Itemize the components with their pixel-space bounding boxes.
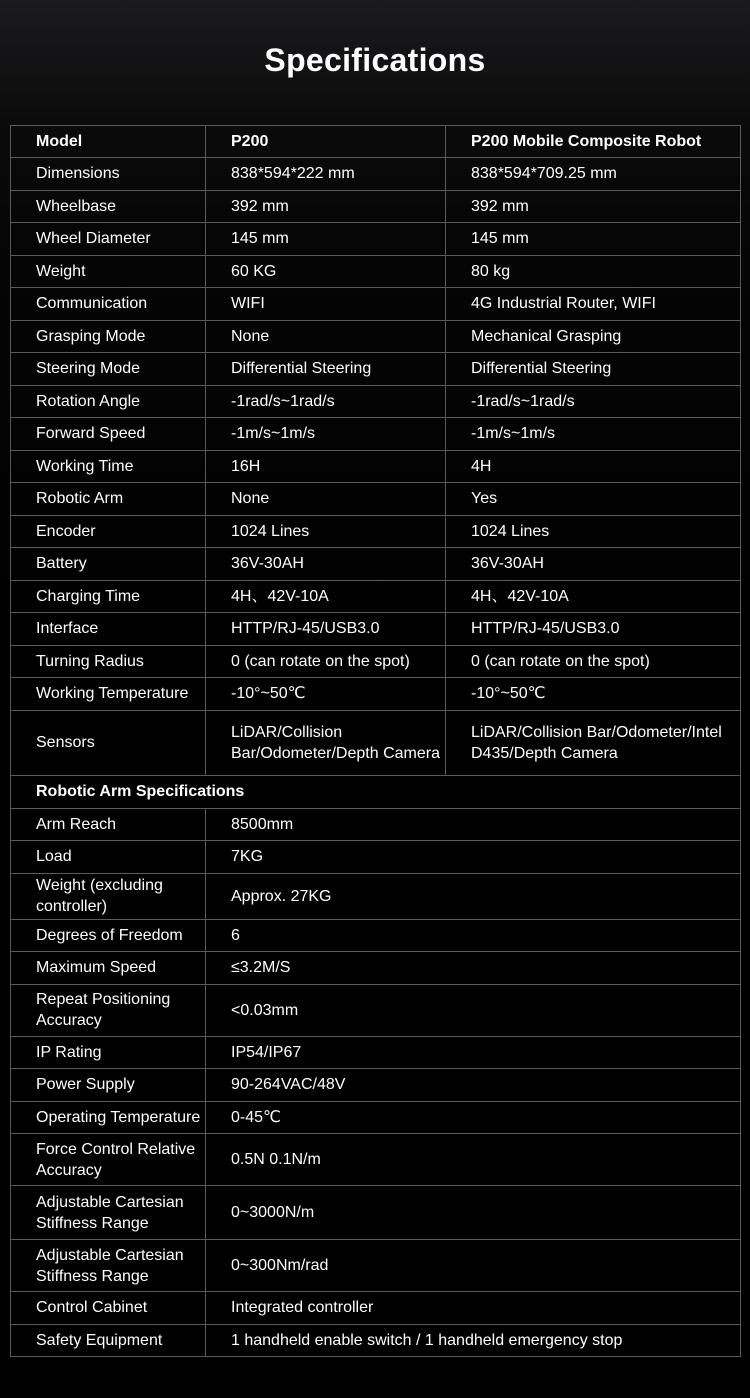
header-cell-model: Model: [11, 126, 206, 158]
row-label: Sensors: [11, 710, 206, 775]
arm-row-label: Load: [11, 841, 206, 874]
arm-row-value: 8500mm: [206, 808, 741, 841]
table-row: [11, 320, 741, 353]
arm-row-value: 6: [206, 919, 741, 952]
arm-row-label: Power Supply: [11, 1069, 206, 1102]
row-value-p200: 145 mm: [206, 223, 446, 256]
row-label: Robotic Arm: [11, 483, 206, 516]
row-label: Working Temperature: [11, 678, 206, 711]
table-row: [11, 450, 741, 483]
table-row: [11, 385, 741, 418]
arm-row-value: 0-45℃: [206, 1101, 741, 1134]
row-value-p200: 4H、42V-10A: [206, 580, 446, 613]
table-row: [11, 255, 741, 288]
arm-row-value: 0~300Nm/rad: [206, 1240, 741, 1292]
table-row: [11, 288, 741, 321]
arm-row-label: IP Rating: [11, 1036, 206, 1069]
table-row: [11, 418, 741, 451]
row-value-p200: 16H: [206, 450, 446, 483]
row-value-p200: WIFI: [206, 288, 446, 321]
row-label: Interface: [11, 613, 206, 646]
table-row: [11, 515, 741, 548]
row-value-composite: 145 mm: [446, 223, 741, 256]
table-row: [11, 548, 741, 581]
table-row: [11, 808, 741, 841]
arm-row-label: Weight (excluding controller): [11, 873, 206, 919]
row-value-composite: Yes: [446, 483, 741, 516]
row-value-composite: 80 kg: [446, 255, 741, 288]
table-row: [11, 645, 741, 678]
row-value-p200: HTTP/RJ-45/USB3.0: [206, 613, 446, 646]
row-value-composite: 4H: [446, 450, 741, 483]
arm-row-label: Repeat Positioning Accuracy: [11, 984, 206, 1036]
table-row: [11, 1134, 741, 1186]
spec-table-body: [11, 126, 741, 1357]
row-value-p200: Differential Steering: [206, 353, 446, 386]
arm-row-label: Adjustable Cartesian Stiffness Range: [11, 1240, 206, 1292]
row-label: Charging Time: [11, 580, 206, 613]
row-value-composite: 0 (can rotate on the spot): [446, 645, 741, 678]
row-label: Turning Radius: [11, 645, 206, 678]
row-value-p200: 392 mm: [206, 190, 446, 223]
row-value-composite: Differential Steering: [446, 353, 741, 386]
row-value-composite: Mechanical Grasping: [446, 320, 741, 353]
row-label: Wheelbase: [11, 190, 206, 223]
table-row: [11, 1324, 741, 1357]
row-value-p200: None: [206, 320, 446, 353]
arm-row-label: Safety Equipment: [11, 1324, 206, 1357]
row-value-p200: -1rad/s~1rad/s: [206, 385, 446, 418]
table-row: [11, 1069, 741, 1102]
table-row: [11, 223, 741, 256]
table-row: [11, 613, 741, 646]
row-value-p200: 1024 Lines: [206, 515, 446, 548]
row-label: Wheel Diameter: [11, 223, 206, 256]
table-row: [11, 952, 741, 985]
row-value-composite: 4H、42V-10A: [446, 580, 741, 613]
arm-row-value: IP54/IP67: [206, 1036, 741, 1069]
arm-row-label: Degrees of Freedom: [11, 919, 206, 952]
table-row: [11, 1186, 741, 1240]
row-value-composite: LiDAR/Collision Bar/Odometer/Intel D435/Depth Camera: [446, 710, 741, 775]
row-label: Dimensions: [11, 158, 206, 191]
row-value-composite: 1024 Lines: [446, 515, 741, 548]
table-row: [11, 1292, 741, 1325]
table-row: [11, 353, 741, 386]
table-header-row: [11, 126, 741, 158]
row-value-p200: 36V-30AH: [206, 548, 446, 581]
arm-row-value: 1 handheld enable switch / 1 handheld emergency stop: [206, 1324, 741, 1357]
arm-row-label: Control Cabinet: [11, 1292, 206, 1325]
arm-row-value: ≤3.2M/S: [206, 952, 741, 985]
header-cell-p200: P200: [206, 126, 446, 158]
section-row: [11, 775, 741, 808]
arm-row-label: Operating Temperature: [11, 1101, 206, 1134]
table-row: [11, 678, 741, 711]
row-label: Forward Speed: [11, 418, 206, 451]
table-row: [11, 1036, 741, 1069]
row-value-p200: None: [206, 483, 446, 516]
table-row: [11, 710, 741, 775]
arm-row-value: <0.03mm: [206, 984, 741, 1036]
row-value-p200: 60 KG: [206, 255, 446, 288]
arm-row-value: 7KG: [206, 841, 741, 874]
arm-row-label: Maximum Speed: [11, 952, 206, 985]
table-row: [11, 841, 741, 874]
row-value-composite: HTTP/RJ-45/USB3.0: [446, 613, 741, 646]
arm-row-label: Arm Reach: [11, 808, 206, 841]
row-value-composite: -1rad/s~1rad/s: [446, 385, 741, 418]
row-label: Grasping Mode: [11, 320, 206, 353]
row-value-composite: -1m/s~1m/s: [446, 418, 741, 451]
table-row: [11, 190, 741, 223]
row-value-p200: 0 (can rotate on the spot): [206, 645, 446, 678]
row-label: Steering Mode: [11, 353, 206, 386]
row-value-composite: 392 mm: [446, 190, 741, 223]
arm-row-value: 0.5N 0.1N/m: [206, 1134, 741, 1186]
row-label: Communication: [11, 288, 206, 321]
table-row: [11, 483, 741, 516]
table-row: [11, 158, 741, 191]
table-row: [11, 580, 741, 613]
arm-row-value: 0~3000N/m: [206, 1186, 741, 1240]
row-label: Rotation Angle: [11, 385, 206, 418]
page-title: Specifications: [264, 42, 486, 78]
table-row: [11, 1240, 741, 1292]
row-label: Working Time: [11, 450, 206, 483]
arm-row-label: Force Control Relative Accuracy: [11, 1134, 206, 1186]
row-value-composite: -10°~50℃: [446, 678, 741, 711]
arm-row-value: 90-264VAC/48V: [206, 1069, 741, 1102]
spec-table: [10, 125, 741, 1357]
row-value-composite: 4G Industrial Router, WIFI: [446, 288, 741, 321]
row-value-composite: 36V-30AH: [446, 548, 741, 581]
section-title: Robotic Arm Specifications: [11, 775, 741, 808]
arm-row-value: Integrated controller: [206, 1292, 741, 1325]
table-row: [11, 919, 741, 952]
row-label: Battery: [11, 548, 206, 581]
row-label: Weight: [11, 255, 206, 288]
row-label: Encoder: [11, 515, 206, 548]
table-row: [11, 984, 741, 1036]
header-cell-p200-composite: P200 Mobile Composite Robot: [446, 126, 741, 158]
arm-row-label: Adjustable Cartesian Stiffness Range: [11, 1186, 206, 1240]
table-row: [11, 1101, 741, 1134]
row-value-p200: -10°~50℃: [206, 678, 446, 711]
row-value-p200: -1m/s~1m/s: [206, 418, 446, 451]
row-value-p200: 838*594*222 mm: [206, 158, 446, 191]
row-value-p200: LiDAR/Collision Bar/Odometer/Depth Camera: [206, 710, 446, 775]
arm-row-value: Approx. 27KG: [206, 873, 741, 919]
row-value-composite: 838*594*709.25 mm: [446, 158, 741, 191]
table-row: [11, 873, 741, 919]
